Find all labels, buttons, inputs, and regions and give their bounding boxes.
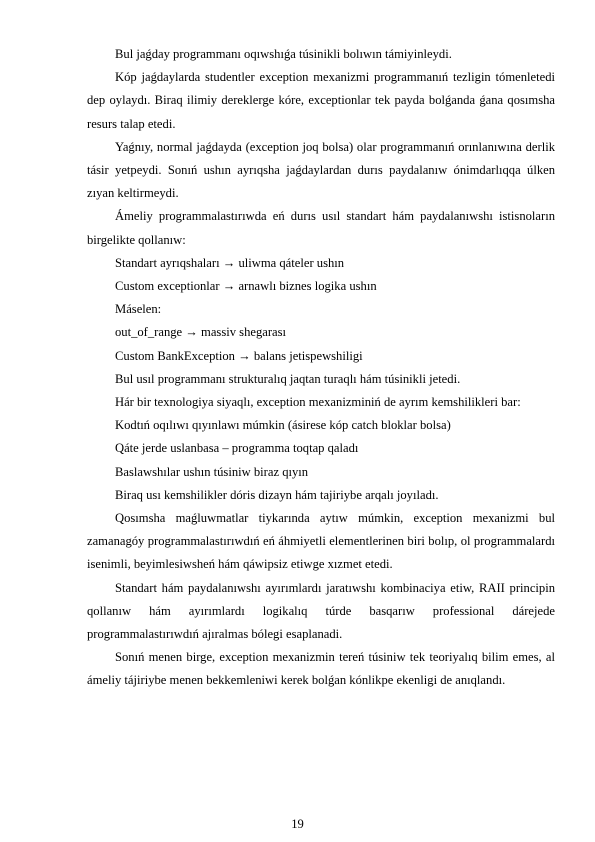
paragraph-6: Custom exceptionlar → arnawlı biznes logika ushın (115, 279, 377, 294)
document-body (87, 43, 555, 693)
paragraph-12: Kodtıń oqılıwı qıyınlawı múmkin (ásirese kóp catch bloklar bolsa) (115, 418, 451, 433)
paragraph-3: Yaǵnıy, normal jaǵdayda (exception joq bolsa) olar programmanıń orınlanıwına derlik tásir yetpeydi. Sonıń ushın ayrıqsha jaǵdaylardan durıs paydalanıw ónimdarlıqqa úlken zıyan keltirmeydi. (87, 139, 555, 201)
paragraph-7: Máselen: (115, 302, 162, 317)
paragraph-1: Bul jaǵday programmanı oqıwshıǵa túsinikli bolıwın támiyinleydi. (115, 47, 452, 61)
paragraph-10: Bul usıl programmanı strukturalıq jaqtan turaqlı hám túsinikli jetedi. (115, 371, 461, 386)
paragraph-15: Biraq usı kemshilikler dóris dizayn hám tajiriybe arqalı joyıladı. (115, 487, 439, 502)
paragraph-8: out_of_range → massiv shegarası (115, 325, 287, 340)
paragraph-2: Kóp jaǵdaylarda studentler exception mexanizmi programmanıń tezligin tómenletedi dep oylaydı. Biraq ilimiy dereklerge kóre, exceptionlar tek payda bolǵanda ǵana qosımsha resurs talap etedi. (87, 70, 555, 131)
page-number: 19 (291, 817, 304, 831)
paragraph-18: Sonıń menen birge, exception mexanizmin tereń túsiniw tek teoriyalıq bilim emes, al ámeliy tájiriybe menen bekkemleniwi kerek bolǵan kónlikpe ekenligi de anıqlandı. (87, 650, 555, 688)
paragraph-16: Qosımsha maǵluwmatlar tiykarında aytıw múmkin, exception mexanizmi bul zamanagóy programmalastırıwdıń eń áhmiyetli elementlerinen biri bolıp, ol programmalardı isenimli, beyimlesiwsheń hám qáwipsiz etiwge xızmet etedi. (87, 511, 555, 572)
paragraph-4: Ámeliy programmalastırıwda eń durıs usıl standart hám paydalanıwshı istisnoların birgelikte qollanıw: (87, 209, 555, 247)
paragraph-11: Hár bir texnologiya siyaqlı, exception mexanizminiń de ayrım kemshilikleri bar: (115, 395, 521, 410)
paragraph-14: Baslawshılar ushın túsiniw biraz qıyın (115, 464, 309, 479)
paragraph-5: Standart ayrıqshaları → uliwma qáteler ushın (115, 255, 345, 270)
paragraph-13: Qáte jerde uslanbasa – programma toqtap qaladı (115, 441, 359, 456)
paragraph-17: Standart hám paydalanıwshı ayırımlardı jaratıwshı kombinaciya etiw, RAII principin qollanıw hám ayırımlardı logikalıq túrde basqarıw professional dárejede programmalastırıwdıń ajıralmas bólegi esaplanadi. (87, 580, 555, 642)
paragraph-9: Custom BankException → balans jetispewshiligi (115, 348, 363, 363)
